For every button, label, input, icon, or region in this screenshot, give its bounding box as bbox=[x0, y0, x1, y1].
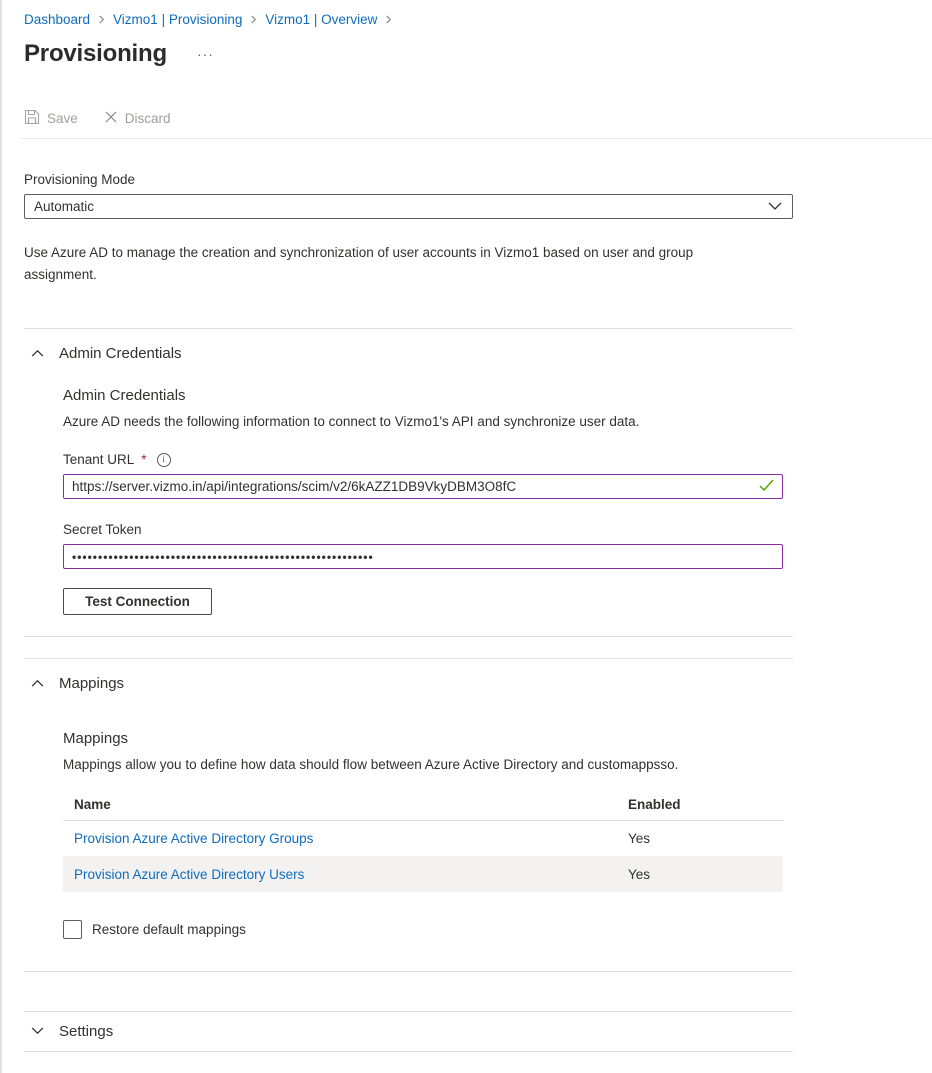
save-button[interactable] bbox=[24, 109, 78, 128]
secret-token-label: Secret Token bbox=[63, 522, 142, 537]
enabled-value: Yes bbox=[628, 866, 651, 882]
column-header-name: Name bbox=[63, 790, 617, 820]
admin-credentials-section-header[interactable] bbox=[24, 342, 932, 364]
section-divider bbox=[24, 1011, 793, 1012]
provisioning-mode-value: Automatic bbox=[34, 199, 95, 214]
section-divider bbox=[24, 636, 793, 637]
settings-section-header[interactable] bbox=[24, 1020, 932, 1042]
chevron-down-icon bbox=[31, 1027, 44, 1035]
admin-credentials-description: Azure AD needs the following information to connect to Vizmo1's API and synchronize user data. bbox=[63, 414, 640, 429]
chevron-right-icon bbox=[97, 15, 106, 24]
provisioning-mode-dropdown[interactable] bbox=[24, 194, 793, 219]
more-options-button[interactable]: ··· bbox=[196, 46, 214, 62]
section-divider bbox=[24, 328, 793, 329]
chevron-right-icon bbox=[249, 15, 258, 24]
breadcrumb-link-overview[interactable]: Vizmo1 | Overview bbox=[265, 12, 378, 27]
section-divider bbox=[24, 1051, 793, 1052]
toolbar-divider bbox=[20, 138, 932, 139]
discard-label: Discard bbox=[124, 110, 171, 126]
mapping-link-groups[interactable]: Provision Azure Active Directory Groups bbox=[74, 830, 314, 846]
secret-token-input[interactable] bbox=[63, 544, 783, 569]
mappings-section-body bbox=[63, 730, 932, 939]
section-divider bbox=[24, 658, 793, 659]
required-asterisk: * bbox=[141, 452, 147, 467]
mapping-link-users[interactable]: Provision Azure Active Directory Users bbox=[74, 866, 305, 882]
column-header-enabled: Enabled bbox=[617, 790, 783, 820]
page-title: Provisioning bbox=[24, 40, 167, 67]
table-row bbox=[63, 820, 783, 856]
valid-check-icon bbox=[759, 479, 774, 497]
restore-default-mappings-checkbox[interactable] bbox=[63, 920, 82, 939]
provisioning-mode-label: Provisioning Mode bbox=[24, 172, 136, 187]
command-bar bbox=[24, 104, 932, 132]
restore-default-mappings-row bbox=[63, 920, 932, 939]
admin-credentials-section-title: Admin Credentials bbox=[59, 344, 182, 362]
tenant-url-input[interactable] bbox=[63, 474, 783, 499]
admin-credentials-heading: Admin Credentials bbox=[63, 387, 186, 404]
breadcrumb bbox=[24, 12, 932, 27]
save-icon bbox=[24, 109, 40, 128]
settings-section-title: Settings bbox=[59, 1022, 114, 1040]
enabled-value: Yes bbox=[628, 830, 651, 846]
save-label: Save bbox=[47, 110, 78, 126]
breadcrumb-link-dashboard[interactable]: Dashboard bbox=[24, 12, 91, 27]
info-icon[interactable]: i bbox=[157, 453, 171, 467]
admin-credentials-section-body bbox=[63, 387, 932, 615]
mappings-section-header[interactable] bbox=[24, 672, 932, 694]
chevron-up-icon bbox=[31, 679, 44, 687]
restore-default-mappings-label: Restore default mappings bbox=[92, 922, 246, 937]
breadcrumb-link-provisioning[interactable]: Vizmo1 | Provisioning bbox=[113, 12, 243, 27]
discard-button[interactable] bbox=[104, 110, 171, 127]
table-header-row bbox=[63, 790, 783, 820]
mappings-section-title: Mappings bbox=[59, 674, 125, 692]
provisioning-mode-description: Use Azure AD to manage the creation and synchronization of user accounts in Vizmo1 based on user and group assignment. bbox=[24, 245, 694, 282]
mappings-table bbox=[63, 790, 783, 892]
chevron-down-icon bbox=[768, 199, 782, 214]
test-connection-button[interactable]: Test Connection bbox=[63, 588, 212, 615]
section-divider bbox=[24, 971, 793, 972]
mappings-heading: Mappings bbox=[63, 730, 129, 747]
table-row bbox=[63, 856, 783, 892]
chevron-right-icon bbox=[384, 15, 393, 24]
mappings-description: Mappings allow you to define how data should flow between Azure Active Directory and customappsso. bbox=[63, 757, 679, 772]
tenant-url-label: Tenant URL bbox=[63, 452, 135, 467]
chevron-up-icon bbox=[31, 349, 44, 357]
close-icon bbox=[104, 110, 118, 127]
